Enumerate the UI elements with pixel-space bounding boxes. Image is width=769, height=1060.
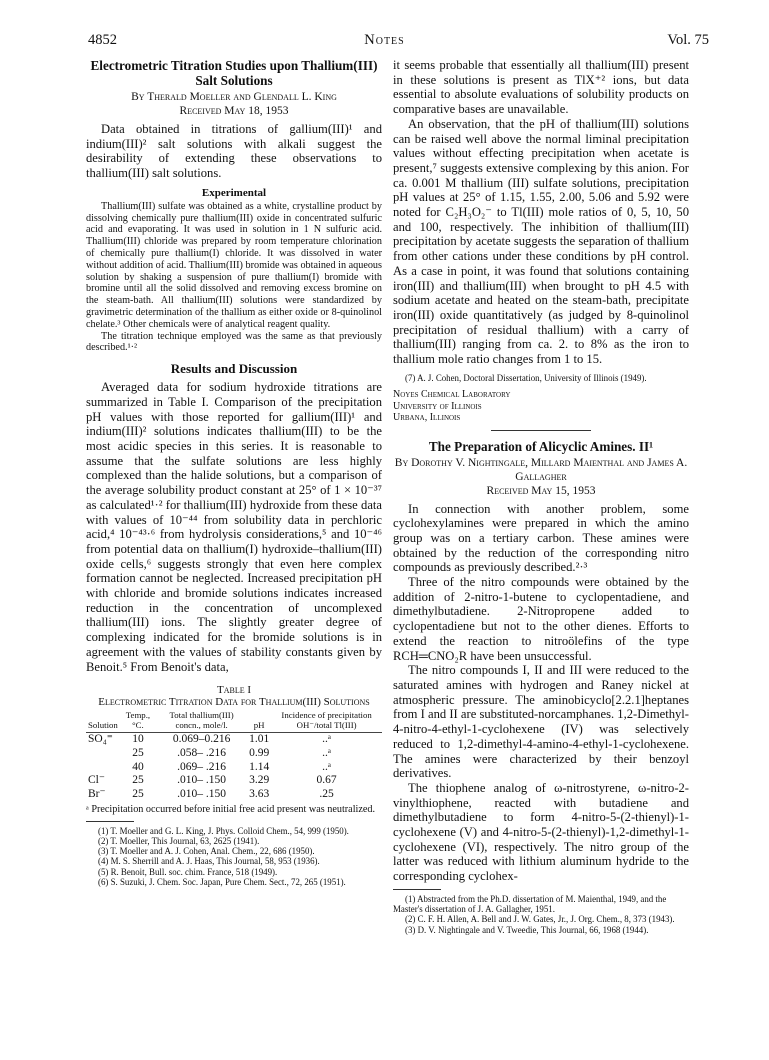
footnote: (2) T. Moeller, This Journal, 63, 2625 (1941). <box>98 835 260 846</box>
table-cell: .010– .150 <box>177 788 227 801</box>
affiliation-line: University of Illinois <box>393 400 482 412</box>
table-cell: ..ᵃ <box>322 733 332 746</box>
data-table <box>86 711 382 802</box>
experimental-text-2: The titration technique employed was the same as that previously described.¹·² <box>86 330 382 354</box>
footnote: (6) S. Suzuki, J. Chem. Soc. Japan, Pure Chem. Sect., 72, 265 (1951). <box>98 877 346 888</box>
table-row <box>86 733 382 747</box>
table-row <box>86 747 382 761</box>
table-cell: 25 <box>132 774 144 787</box>
table-cell: 1.14 <box>249 760 270 773</box>
table-cell: Cl⁻ <box>88 774 105 787</box>
table-cell: Br⁻ <box>88 788 106 801</box>
article-authors: By Dorothy V. Nightingale, Millard Maienthal and James A. Gallagher <box>394 456 688 483</box>
table-row <box>86 761 382 775</box>
right-column <box>393 58 689 935</box>
affiliation <box>393 389 689 424</box>
table-note: ᵃ Precipitation occurred before initial free acid present was neutralized. <box>86 803 376 815</box>
table-cell: ..ᵃ <box>322 746 332 759</box>
col-header: Total thallium(III) concn., mole/l. <box>156 711 247 733</box>
table-cell: 40 <box>132 760 144 773</box>
footnote-divider <box>86 821 134 822</box>
journal-section: Notes <box>364 32 405 48</box>
table-cell: 1.01 <box>249 733 270 746</box>
footnote: (3) T. Moeller and A. J. Cohen, Anal. Chem., 22, 686 (1950). <box>98 846 315 857</box>
received-date: Received May 18, 1953 <box>179 105 289 117</box>
footnote: (4) M. S. Sherrill and A. J. Haas, This Journal, 58, 953 (1936). <box>98 856 320 867</box>
footnote: (7) A. J. Cohen, Doctoral Dissertation, University of Illinois (1949). <box>405 372 647 383</box>
paragraph: The thiophene analog of ω-nitrostyrene, ω-nitro-2-vinylthiophene, reacted with butadiene and dimethylbutadiene to form 4-nitro-5-(2-thienyl)-1-cyclohexene (V) and 4-nitro-5-(2-thienyl)-1,2-dimethyl-1-cyclohexene (VI), respectively. The nitro group of the latter was reduced with lithium aluminum hydride to the corresponding cyclohex- <box>393 780 689 884</box>
table-cell: 25 <box>132 788 144 801</box>
table-cell: ..ᵃ <box>322 760 332 773</box>
volume: Vol. 75 <box>667 32 709 48</box>
received-date: Received May 15, 1953 <box>486 484 596 497</box>
article-authors: By Therald Moeller and Glendall L. King <box>131 91 337 103</box>
article-divider <box>491 430 591 431</box>
table-cell: SO₄⁼ <box>88 733 113 746</box>
table-header-row <box>86 711 382 733</box>
table-cell: 10 <box>132 733 144 746</box>
article-title: Electrometric Titration Studies upon Thallium(III) Salt Solutions <box>90 58 378 88</box>
col-header: Temp., °C. <box>120 711 156 733</box>
results-heading: Results and Discussion <box>170 361 298 377</box>
intro-paragraph: Data obtained in titrations of gallium(III)¹ and indium(III)² salt solutions with alkali suggest the desirability of extending these observations to thallium(III) salt solutions. <box>86 122 382 181</box>
affiliation-line: Noyes Chemical Laboratory <box>393 389 511 401</box>
table-caption: Electrometric Titration Data for Thallium(III) Solutions <box>98 696 370 709</box>
footnote: (3) D. V. Nightingale and V. Tweedie, This Journal, 66, 1968 (1944). <box>405 924 649 935</box>
running-header <box>0 32 769 52</box>
footnote: (1) T. Moeller and G. L. King, J. Phys. Colloid Chem., 54, 999 (1950). <box>98 825 349 836</box>
table-cell: 0.069–0.216 <box>172 733 231 746</box>
footnote: (5) R. Benoit, Bull. soc. chim. France, 518 (1949). <box>98 866 278 877</box>
left-column <box>86 58 382 887</box>
table-cell <box>86 747 120 761</box>
table-cell: .010– .150 <box>177 774 227 787</box>
col-header: Solution <box>86 711 120 733</box>
table-label: Table I <box>216 684 252 697</box>
footnote: (2) C. F. H. Allen, A. Bell and J. W. Gates, Jr., J. Org. Chem., 8, 373 (1943). <box>405 914 675 925</box>
paragraph: In connection with another problem, some cyclohexylamines were prepared in which the amino group was on a tertiary carbon. These amines were obtained by the reduction of the corresponding nitro compounds as previously described.²·³ <box>393 501 689 575</box>
table-cell <box>86 761 120 775</box>
continued-text: it seems probable that essentially all thallium(III) present in these solutions is present as TlX⁺² ions, but data essential to absolute evaluations of solubility products on comparative bases are unavailable. <box>393 58 689 117</box>
acetate-paragraph: An observation, that the pH of thallium(III) solutions can be raised well above the normal liminal precipitation values without effecting precipitation when acetate is present,⁷ suggests extensive complexing by this anion. For ca. 0.001 M thallium (III) sulfate solutions, precipitation pH values at 25° of 1.15, 1.55, 2.00, 5.06 and 5.92 were noted for C₂H₃O₂⁻ to Tl(III) mole ratios of 0, 5, 10, 50 and 100, respectively. The inhibition of thallium(III) precipitation by acetate suggests the separation of thallium from other cations under these conditions by pH control. As a case in point, it was found that solutions containing iron(III) and thallium(III) when brought to pH 4.5 with sodium acetate and heated on the steam-bath, precipitate iron(III) oxide quantitatively (as judged by 8-quinolinol precipitation of residual thallium) with a carry of thallium(III) ranging from ca. 2. to 8% as the iron to thallium mole ratio changes from 1 to 15. <box>393 116 689 367</box>
table-cell: .058– .216 <box>177 746 227 759</box>
results-text: Averaged data for sodium hydroxide titrations are summarized in Table I. Comparison of the precipitation pH values with those reported for gallium(III)¹ and indium(III)² solutions indicates thallium(III) to be the most acidic species in this series. It is reasonable to assume that the sulfate solutions are less highly complexed than the halide solutions, but a comparison of the average solubility product constant at 25° of 1 × 10⁻³⁷ as calculated¹·² for thallium(III) hydroxide from these data with values of 10⁻⁴⁴ from solubility data in perchloric acid,⁴ 10⁻⁴³·⁶ from hydrolysis considerations,⁵ and 10⁻⁴⁶ from potential data on thallium(I) hydroxide–thallium(III) oxide cells,⁶ suggests strongly that even here complex formation cannot be neglected. Increased precipitation pH with chloride and bromide solutions indicates increased reduction in the concentration of uncomplexed thallium(III) ions. The slightly greater degree of complexing indicated for the bromide solutions is in agreement with the values of stability constants given by Benoit.⁵ From Benoit's data, <box>86 380 382 674</box>
table-row <box>86 774 382 788</box>
table-cell: 3.29 <box>249 774 270 787</box>
footnote: (1) Abstracted from the Ph.D. dissertation of M. Maienthal, 1949, and the Master's dissertation of J. A. Gallagher, 1951. <box>393 893 667 915</box>
experimental-text: Thallium(III) sulfate was obtained as a white, crystalline product by dissolving chemically pure thallium(III) oxide in concentrated sulfuric acid and evaporating. It was used in solution in 1 N sulfuric acid. Thallium(III) chloride was prepared by room temperature chlorination of chemically pure thallium(I) chloride. It was dissolved in water without addition of acid. Thallium(III) bromide was obtained in aqueous solution by shaking a suspension of pure thallium(I) bromide with bromine until all the solid dissolved and removing excess bromine on the steam-bath. All thallium(III) solutions were standardized by gravimetric determination of the thallium as either oxide or 8-quinolinol chelate.³ Other chemicals were of analytical reagent quality. <box>86 200 382 330</box>
paragraph: The nitro compounds I, II and III were reduced to the saturated amines with hydrogen and Raney nickel at atmospheric pressure. The aminobicyclo[2.2.1]heptanes from I and II are substituted-norcamphanes. 1,2-Dimethyl-4-nitro-4-ethyl-1-cyclohexene (IV) was selectively reduced to 1,2-dimethyl-4-amino-4-ethyl-1-cyclohexene. The amines were characterized by their benzoyl derivatives. <box>393 663 689 781</box>
footnote-divider <box>393 889 441 890</box>
affiliation-line: Urbana, Illinois <box>393 412 461 424</box>
page-number: 4852 <box>88 32 117 48</box>
article-title: The Preparation of Alicyclic Amines. II¹ <box>428 438 654 454</box>
table-cell: 0.99 <box>249 746 270 759</box>
table-cell: 3.63 <box>249 788 270 801</box>
table-row <box>86 788 382 802</box>
paragraph: Three of the nitro compounds were obtained by the addition of 2-nitro-1-butene to cyclopentadiene, and dimethylbutadiene. 2-Nitropropene added to cyclopentadiene but not to the other dienes. Efforts to extend the reaction to nitroölefins of the type RCH═CNO₂R have been unsuccessful. <box>393 575 689 663</box>
col-header: Incidence of precipitation OH⁻/total Tl(III) <box>271 711 382 733</box>
table-cell: .069– .216 <box>177 760 227 773</box>
table-cell: 25 <box>132 746 144 759</box>
table-cell: .25 <box>319 788 334 801</box>
col-header: pH <box>247 711 271 733</box>
experimental-heading: Experimental <box>201 186 267 199</box>
table-cell: 0.67 <box>316 774 337 787</box>
